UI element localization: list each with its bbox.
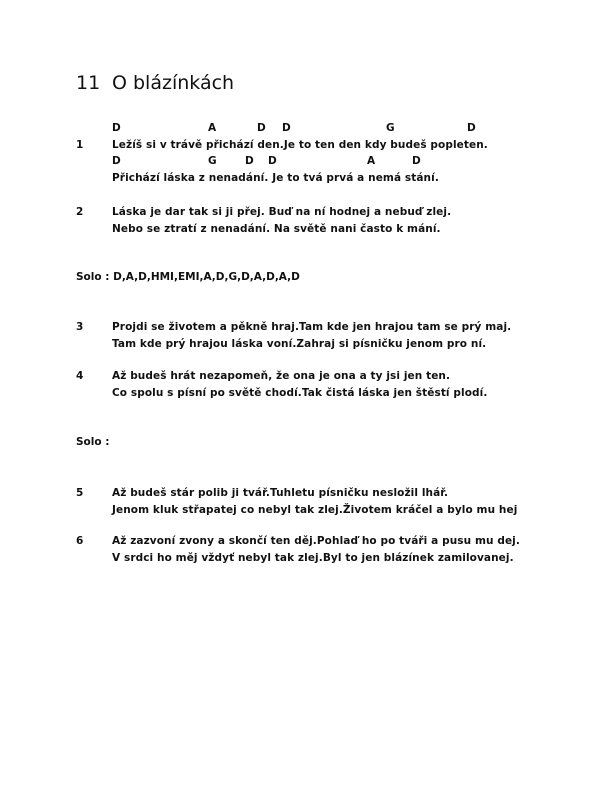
chord: D	[467, 122, 476, 134]
lyric-line: V srdci ho měj vždyť nebyl tak zlej.Byl to jen blázínek zamilovanej.	[112, 552, 514, 564]
lyric-line: Přichází láska z nenadání. Je to tvá prvá a nemá stání.	[112, 172, 439, 184]
chord: D	[245, 155, 254, 167]
chord: D	[412, 155, 421, 167]
verse-number: 2	[76, 206, 84, 218]
lyric-line: Jenom kluk střapatej co nebyl tak zlej.Životem kráčel a bylo mu hej	[112, 504, 518, 516]
lyric-line: Nebo se ztratí z nenadání. Na světě nani často k mání.	[112, 223, 441, 235]
lyric-line: Láska je dar tak si ji přej. Buď na ní hodnej a nebuď zlej.	[112, 206, 452, 218]
lyric-line: Co spolu s písní po světě chodí.Tak čistá láska jen štěstí plodí.	[112, 387, 488, 399]
verse-number: 6	[76, 535, 84, 547]
verse-number: 1	[76, 139, 84, 151]
chord: G	[208, 155, 217, 167]
lyric-line: Tam kde prý hrajou láska voní.Zahraj si písničku jenom pro ní.	[112, 338, 487, 350]
lyric-line: Až budeš stár polib ji tvář.Tuhletu písničku nesložil lhář.	[112, 487, 449, 499]
lyric-line: Až budeš hrát nezapomeň, že ona je ona a ty jsi jen ten.	[112, 370, 451, 382]
song-number: 11	[76, 72, 101, 94]
chord: A	[208, 122, 217, 134]
song-title: O blázínkách	[112, 72, 235, 94]
chord: D	[112, 122, 121, 134]
verse-number: 4	[76, 370, 84, 382]
chord: D	[268, 155, 277, 167]
verse-number: 3	[76, 321, 84, 333]
verse-number: 5	[76, 487, 84, 499]
solo-line: Solo :	[76, 436, 110, 448]
lyric-line: Ležíš si v trávě přichází den.Je to ten den kdy budeš popleten.	[112, 139, 488, 151]
lyric-line: Projdi se životem a pěkně hraj.Tam kde jen hrajou tam se prý maj.	[112, 321, 512, 333]
chord: G	[386, 122, 395, 134]
lyric-line: Až zazvoní zvony a skončí ten děj.Pohlaď ho po tváři a pusu mu dej.	[112, 535, 520, 547]
chord: D	[257, 122, 266, 134]
solo-line: Solo : D,A,D,HMI,EMI,A,D,G,D,A,D,A,D	[76, 271, 300, 283]
chord: D	[112, 155, 121, 167]
chord: D	[282, 122, 291, 134]
chord: A	[367, 155, 376, 167]
